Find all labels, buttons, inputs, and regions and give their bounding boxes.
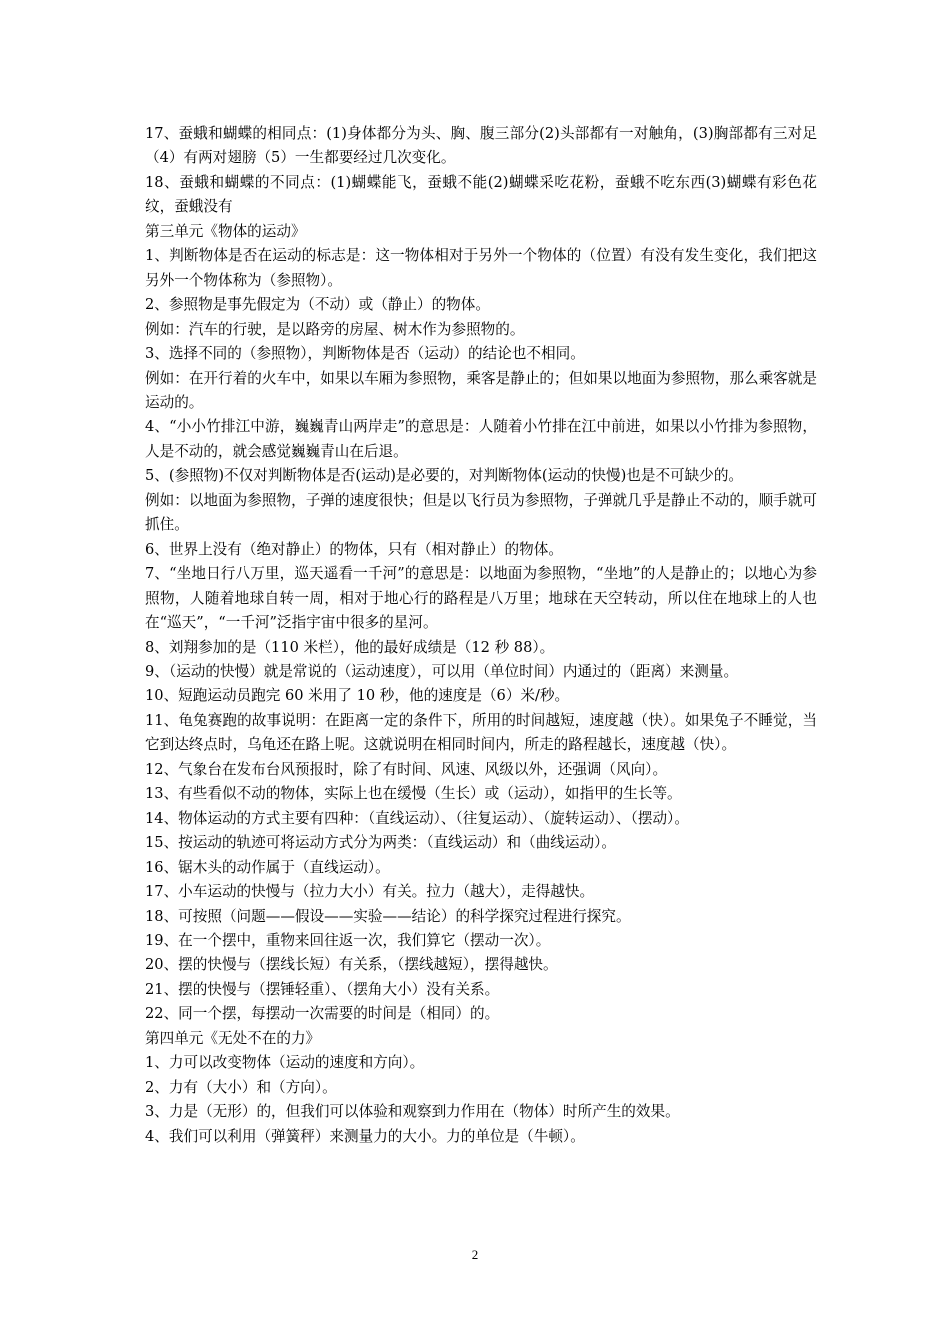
paragraph-example: 例如：以地面为参照物，子弹的速度很快；但是以飞行员为参照物，子弹就几乎是静止不动的，顺手就可抓住。 bbox=[145, 491, 817, 534]
section-heading-unit-3: 第三单元《物体的运动》 bbox=[145, 222, 306, 240]
paragraph-force-item-4: 4、我们可以利用（弹簧秤）来测量力的大小。力的单位是（牛顿）。 bbox=[145, 1127, 585, 1145]
paragraph-example: 例如：在开行着的火车中，如果以车厢为参照物，乘客是静止的；但如果以地面为参照物，那么乘客就是运动的。 bbox=[145, 369, 817, 411]
paragraph-item-4: 4、“小小竹排江中游，巍巍青山两岸走”的意思是：人随着小竹排在江中前进，如果以小竹排为参照物，人是不动的，就会感觉巍巍青山在后退。 bbox=[145, 418, 817, 460]
paragraph-item-3: 3、选择不同的（参照物），判断物体是否（运动）的结论也不相同。 bbox=[145, 345, 585, 363]
paragraph-force-item-2: 2、力有（大小）和（方向）。 bbox=[145, 1078, 337, 1096]
paragraph-item-8: 8、刘翔参加的是（110 米栏），他的最好成绩是（12 秒 88）。 bbox=[145, 638, 555, 656]
paragraph-item-7: 7、“坐地日行八万里，巡天遥看一千河”的意思是：以地面为参照物，“坐地”的人是静止的；以地心为参照物，人随着地球自转一周，相对于地心行的路程是八万里；地球在天空转动，所以住在地球上的人也在“巡天”，“一千河”泛指宇宙中很多的星河。 bbox=[145, 565, 817, 632]
paragraph-item-22: 22、同一个摆，每摆动一次需要的时间是（相同）的。 bbox=[145, 1005, 500, 1023]
document-body bbox=[145, 122, 817, 1149]
paragraph-force-item-1: 1、力可以改变物体（运动的速度和方向）。 bbox=[145, 1054, 425, 1072]
paragraph-item-17: 17、小车运动的快慢与（拉力大小）有关。拉力（越大），走得越快。 bbox=[145, 883, 595, 901]
paragraph-item-16: 16、锯木头的动作属于（直线运动）。 bbox=[145, 858, 390, 876]
paragraph-item-19: 19、在一个摆中，重物来回往返一次，我们算它（摆动一次）。 bbox=[145, 931, 551, 949]
paragraph-item-10: 10、短跑运动员跑完 60 米用了 10 秒，他的速度是（6）米/秒。 bbox=[145, 687, 570, 705]
paragraph-item-11: 11、龟兔赛跑的故事说明：在距离一定的条件下，所用的时间越短，速度越（快）。如果兔子不睡觉，当它到达终点时，乌龟还在路上呢。这就说明在相同时间内，所走的路程越长，速度越（快）。 bbox=[145, 711, 817, 754]
paragraph-18-silkmoth-butterfly-differences: 18、蚕蛾和蝴蝶的不同点：(1)蝴蝶能飞，蚕蛾不能(2)蝴蝶采吃花粉，蚕蛾不吃东西(3)蝴蝶有彩色花纹，蚕蛾没有 bbox=[145, 173, 817, 216]
paragraph-item-1: 1、判断物体是否在运动的标志是：这一物体相对于另外一个物体的（位置）有没有发生变化，我们把这另外一个物体称为（参照物）。 bbox=[145, 247, 817, 289]
paragraph-item-18: 18、可按照（问题——假设——实验——结论）的科学探究过程进行探究。 bbox=[145, 907, 631, 925]
paragraph-item-2: 2、参照物是事先假定为（不动）或（静止）的物体。 bbox=[145, 296, 490, 314]
paragraph-item-9: 9、（运动的快慢）就是常说的（运动速度），可以用（单位时间）内通过的（距离）来测量。 bbox=[145, 662, 739, 680]
paragraph-item-21: 21、摆的快慢与（摆锤轻重）、（摆角大小）没有关系。 bbox=[145, 980, 500, 998]
section-heading-unit-4: 第四单元《无处不在的力》 bbox=[145, 1029, 321, 1047]
paragraph-17-silkmoth-butterfly-similarities: 17、蚕蛾和蝴蝶的相同点：(1)身体都分为头、胸、腹三部分(2)头部都有一对触角，(3)胸部都有三对足（4）有两对翅膀（5）一生都要经过几次变化。 bbox=[145, 125, 817, 167]
paragraph-example: 例如：汽车的行驶，是以路旁的房屋、树木作为参照物的。 bbox=[145, 320, 525, 338]
page-number: 2 bbox=[471, 1247, 479, 1262]
paragraph-item-12: 12、气象台在发布台风预报时，除了有时间、风速、风级以外，还强调（风向）。 bbox=[145, 760, 668, 778]
paragraph-item-6: 6、世界上没有（绝对静止）的物体，只有（相对静止）的物体。 bbox=[145, 540, 563, 558]
paragraph-item-13: 13、有些看似不动的物体，实际上也在缓慢（生长）或（运动），如指甲的生长等。 bbox=[145, 785, 682, 803]
paragraph-item-20: 20、摆的快慢与（摆线长短）有关系，（摆线越短），摆得越快。 bbox=[145, 956, 558, 974]
paragraph-force-item-3: 3、力是（无形）的，但我们可以体验和观察到力作用在（物体）时所产生的效果。 bbox=[145, 1103, 680, 1121]
paragraph-item-14: 14、物体运动的方式主要有四种：（直线运动）、（往复运动）、（旋转运动）、（摆动）。 bbox=[145, 809, 689, 827]
paragraph-item-15: 15、按运动的轨迹可将运动方式分为两类：（直线运动）和（曲线运动）。 bbox=[145, 834, 616, 852]
paragraph-item-5: 5、(参照物)不仅对判断物体是否(运动)是必要的，对判断物体(运动的快慢)也是不可缺少的。 bbox=[145, 467, 744, 485]
